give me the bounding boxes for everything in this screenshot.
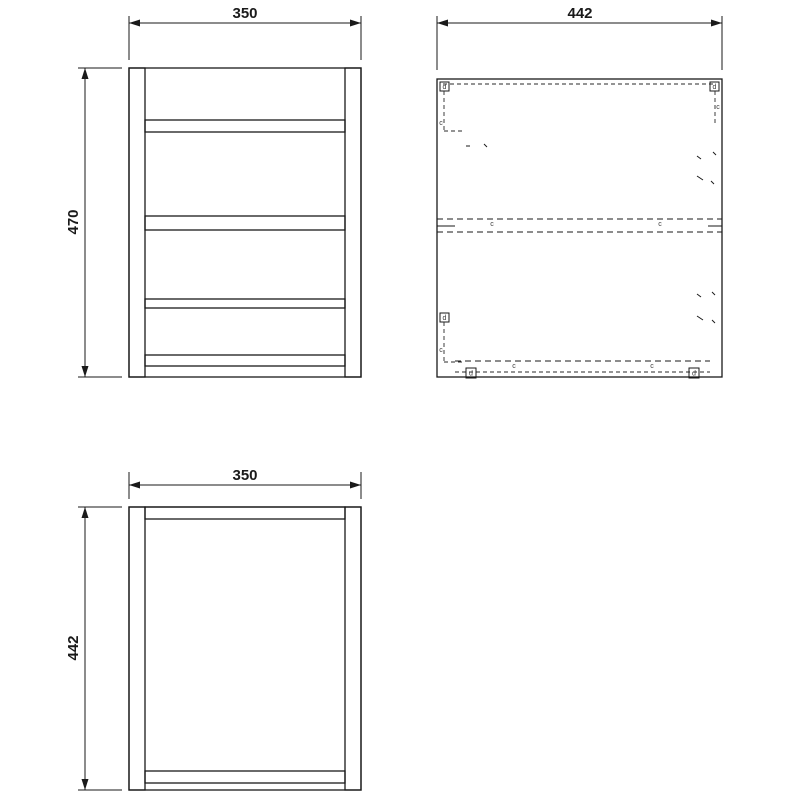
side-mark-6 (711, 181, 714, 184)
front-right-panel (345, 68, 361, 377)
plan-view (65, 467, 361, 790)
side-mark-8 (712, 292, 715, 295)
plan-height-label: 442 (65, 635, 82, 661)
hardware-c-upper-left-label: c (439, 120, 443, 127)
hardware-c-bottom-right-label: c (650, 363, 654, 370)
front-width-arrow-left (129, 20, 140, 27)
side-panel-outline (437, 79, 722, 377)
hardware-d-upper-right-label: d (712, 84, 717, 91)
side-mark-5 (697, 176, 703, 180)
side-mark-7 (697, 294, 701, 297)
side-section-view (437, 5, 722, 378)
front-height-label: 470 (65, 209, 82, 235)
side-mark-10 (712, 320, 715, 323)
side-mark-4 (713, 152, 716, 155)
plan-width-arrow-left (129, 482, 140, 489)
plan-width-arrow-right (350, 482, 361, 489)
side-mark-9 (697, 316, 703, 320)
plan-top-rail (145, 507, 345, 519)
plan-height-arrow-bottom (82, 779, 89, 790)
side-mark-2 (484, 144, 487, 147)
front-rail-bottom (145, 355, 345, 366)
plan-height-arrow-top (82, 507, 89, 518)
side-mark-3 (697, 156, 701, 159)
front-rail-upper (145, 120, 345, 132)
hardware-d-bottom-left-label: d (469, 370, 473, 378)
front-elevation-view (65, 5, 361, 377)
hardware-c-shelf-right-label: c (658, 221, 662, 228)
front-left-panel (129, 68, 145, 377)
hardware-c-lower-left-label: c (439, 347, 443, 354)
front-shelf-middle (145, 216, 345, 230)
plan-width-label: 350 (232, 467, 258, 484)
hardware-c-shelf-left-label: c (490, 221, 494, 228)
front-width-label: 350 (232, 5, 258, 22)
front-outer-body (129, 68, 361, 377)
front-width-arrow-right (350, 20, 361, 27)
side-width-label: 442 (567, 5, 593, 22)
plan-left-panel (129, 507, 145, 790)
hardware-c-upper-right-label: c (716, 104, 720, 111)
side-width-arrow-right (711, 20, 722, 27)
plan-outer-body (129, 507, 361, 790)
hardware-d-lower-left-label: d (442, 315, 447, 322)
front-height-arrow-bottom (82, 366, 89, 377)
hardware-d-upper-left-label: d (442, 84, 447, 91)
front-rail-lower (145, 299, 345, 308)
plan-right-panel (345, 507, 361, 790)
hardware-d-bottom-right-label: d (692, 370, 696, 378)
front-height-arrow-top (82, 68, 89, 79)
side-width-arrow-left (437, 20, 448, 27)
plan-bottom-rail (145, 771, 345, 783)
hardware-c-bottom-left-label: c (512, 363, 516, 370)
